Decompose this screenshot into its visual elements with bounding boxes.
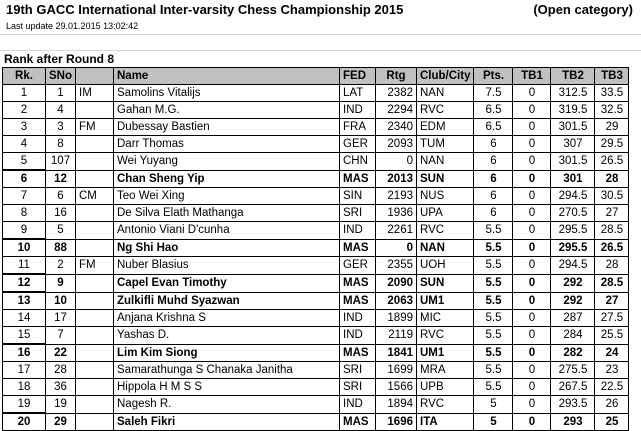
- cell-club[interactable]: RVC: [417, 327, 474, 345]
- table-row: [3, 327, 629, 345]
- cell-tb1[interactable]: 0: [513, 153, 551, 171]
- cell-name[interactable]: Dubessay Bastien: [114, 119, 340, 136]
- cell-club[interactable]: UOH: [417, 257, 474, 275]
- cell-tb2[interactable]: 294.5: [551, 257, 595, 275]
- cell-rank[interactable]: 15: [3, 327, 46, 345]
- cell-points[interactable]: 7.5: [474, 85, 513, 102]
- cell-title[interactable]: [76, 102, 114, 119]
- cell-points[interactable]: 6: [474, 188, 513, 205]
- cell-name[interactable]: Lim Kim Siong: [114, 344, 340, 362]
- cell-tb1[interactable]: 0: [513, 222, 551, 240]
- cell-rank[interactable]: 16: [3, 344, 46, 362]
- cell-name[interactable]: Ng Shi Hao: [114, 239, 340, 257]
- col-header-name[interactable]: Name: [114, 68, 340, 85]
- cell-sno[interactable]: 7: [46, 327, 76, 345]
- cell-club[interactable]: NAN: [417, 85, 474, 102]
- cell-tb1[interactable]: 0: [513, 102, 551, 119]
- cell-fed[interactable]: IND: [340, 327, 376, 345]
- table-row: [3, 153, 629, 171]
- cell-title[interactable]: FM: [76, 119, 114, 136]
- cell-tb1[interactable]: 0: [513, 310, 551, 327]
- col-header-sno[interactable]: SNo: [46, 68, 76, 85]
- cell-rating[interactable]: 2090: [376, 274, 417, 292]
- cell-title[interactable]: [76, 396, 114, 414]
- cell-club[interactable]: UPB: [417, 379, 474, 396]
- cell-rating[interactable]: 2355: [376, 257, 417, 275]
- table-row: [3, 205, 629, 222]
- cell-title[interactable]: [76, 362, 114, 379]
- table-row: [3, 85, 629, 102]
- cell-title[interactable]: [76, 327, 114, 345]
- cell-tb3[interactable]: 28: [595, 257, 629, 275]
- table-row: [3, 362, 629, 379]
- table-row: [3, 257, 629, 275]
- table-row: [3, 274, 629, 292]
- cell-fed[interactable]: MAS: [340, 292, 376, 310]
- cell-fed[interactable]: GER: [340, 257, 376, 275]
- category-label: (Open category): [533, 2, 633, 17]
- cell-points[interactable]: 6: [474, 153, 513, 171]
- cell-fed[interactable]: IND: [340, 310, 376, 327]
- cell-fed[interactable]: FRA: [340, 119, 376, 136]
- cell-tb2[interactable]: 292: [551, 292, 595, 310]
- cell-fed[interactable]: LAT: [340, 85, 376, 102]
- cell-club[interactable]: RVC: [417, 102, 474, 119]
- ranking-table: [2, 67, 629, 431]
- cell-sno[interactable]: 10: [46, 292, 76, 310]
- cell-tb3[interactable]: 28: [595, 170, 629, 188]
- cell-name[interactable]: Capel Evan Timothy: [114, 274, 340, 292]
- cell-points[interactable]: 5.5: [474, 239, 513, 257]
- col-header-tb1[interactable]: TB1: [513, 68, 551, 85]
- cell-tb3[interactable]: 29: [595, 119, 629, 136]
- cell-tb2[interactable]: 275.5: [551, 362, 595, 379]
- cell-fed[interactable]: SRI: [340, 379, 376, 396]
- cell-tb1[interactable]: 0: [513, 379, 551, 396]
- cell-rank[interactable]: 11: [3, 257, 46, 275]
- cell-fed[interactable]: MAS: [340, 413, 376, 431]
- cell-sno[interactable]: 107: [46, 153, 76, 171]
- cell-name[interactable]: Hippola H M S S: [114, 379, 340, 396]
- cell-title[interactable]: [76, 310, 114, 327]
- cell-fed[interactable]: MAS: [340, 239, 376, 257]
- cell-tb1[interactable]: 0: [513, 257, 551, 275]
- cell-rank[interactable]: 20: [3, 413, 46, 431]
- cell-sno[interactable]: 17: [46, 310, 76, 327]
- cell-points[interactable]: 6.5: [474, 102, 513, 119]
- sheet-gridline: [0, 34, 641, 35]
- cell-rank[interactable]: 8: [3, 205, 46, 222]
- cell-rating[interactable]: 2261: [376, 222, 417, 240]
- cell-tb1[interactable]: 0: [513, 119, 551, 136]
- cell-tb2[interactable]: 287: [551, 310, 595, 327]
- cell-name[interactable]: Saleh Fikri: [114, 413, 340, 431]
- cell-tb3[interactable]: 29.5: [595, 136, 629, 153]
- cell-points[interactable]: 5.5: [474, 362, 513, 379]
- cell-tb2[interactable]: 282: [551, 344, 595, 362]
- table-row: [3, 222, 629, 240]
- col-header-rank[interactable]: Rk.: [3, 68, 46, 85]
- cell-name[interactable]: Chan Sheng Yip: [114, 170, 340, 188]
- cell-club[interactable]: TUM: [417, 136, 474, 153]
- cell-rank[interactable]: 9: [3, 222, 46, 240]
- cell-name[interactable]: Wei Yuyang: [114, 153, 340, 171]
- cell-sno[interactable]: 88: [46, 239, 76, 257]
- cell-points[interactable]: 6: [474, 136, 513, 153]
- cell-sno[interactable]: 4: [46, 102, 76, 119]
- cell-fed[interactable]: SRI: [340, 362, 376, 379]
- table-row: [3, 170, 629, 188]
- col-header-title[interactable]: [76, 68, 114, 85]
- cell-points[interactable]: 5.5: [474, 310, 513, 327]
- col-header-club[interactable]: Club/City: [417, 68, 474, 85]
- cell-sno[interactable]: 9: [46, 274, 76, 292]
- col-header-tb2[interactable]: TB2: [551, 68, 595, 85]
- cell-name[interactable]: Gahan M.G.: [114, 102, 340, 119]
- cell-club[interactable]: MIC: [417, 310, 474, 327]
- cell-fed[interactable]: IND: [340, 222, 376, 240]
- cell-rating[interactable]: 1936: [376, 205, 417, 222]
- title-row: [0, 0, 641, 20]
- cell-tb3[interactable]: 32.5: [595, 102, 629, 119]
- cell-name[interactable]: Zulkifli Muhd Syazwan: [114, 292, 340, 310]
- cell-tb3[interactable]: 26.5: [595, 239, 629, 257]
- cell-sno[interactable]: 3: [46, 119, 76, 136]
- cell-tb2[interactable]: 267.5: [551, 379, 595, 396]
- cell-rating[interactable]: 2063: [376, 292, 417, 310]
- cell-name[interactable]: Teo Wei Xing: [114, 188, 340, 205]
- cell-rating[interactable]: 2119: [376, 327, 417, 345]
- cell-tb2[interactable]: 292: [551, 274, 595, 292]
- cell-fed[interactable]: IND: [340, 396, 376, 414]
- col-header-points[interactable]: Pts.: [474, 68, 513, 85]
- cell-sno[interactable]: 1: [46, 85, 76, 102]
- cell-rating[interactable]: 2294: [376, 102, 417, 119]
- cell-fed[interactable]: MAS: [340, 274, 376, 292]
- cell-points[interactable]: 5: [474, 396, 513, 414]
- cell-club[interactable]: EDM: [417, 119, 474, 136]
- cell-fed[interactable]: MAS: [340, 170, 376, 188]
- cell-points[interactable]: 6.5: [474, 119, 513, 136]
- last-update-text: Last update 29.01.2015 13:02:42: [6, 21, 139, 31]
- cell-tb1[interactable]: 0: [513, 362, 551, 379]
- table-row: [3, 188, 629, 205]
- cell-tb3[interactable]: 33.5: [595, 85, 629, 102]
- cell-fed[interactable]: SIN: [340, 188, 376, 205]
- cell-tb3[interactable]: 27.5: [595, 310, 629, 327]
- cell-tb2[interactable]: 307: [551, 136, 595, 153]
- cell-tb3[interactable]: 25: [595, 413, 629, 431]
- cell-points[interactable]: 5.5: [474, 274, 513, 292]
- cell-club[interactable]: NAN: [417, 153, 474, 171]
- cell-rating[interactable]: 1699: [376, 362, 417, 379]
- cell-club[interactable]: NAN: [417, 239, 474, 257]
- table-row: [3, 136, 629, 153]
- cell-rating[interactable]: 0: [376, 153, 417, 171]
- cell-name[interactable]: Samarathunga S Chanaka Janitha: [114, 362, 340, 379]
- cell-tb3[interactable]: 27: [595, 205, 629, 222]
- cell-tb2[interactable]: 270.5: [551, 205, 595, 222]
- cell-title[interactable]: FM: [76, 257, 114, 275]
- cell-name[interactable]: Nagesh R.: [114, 396, 340, 414]
- cell-sno[interactable]: 19: [46, 396, 76, 414]
- cell-tb3[interactable]: 27: [595, 292, 629, 310]
- cell-tb1[interactable]: 0: [513, 413, 551, 431]
- cell-fed[interactable]: CHN: [340, 153, 376, 171]
- col-header-fed[interactable]: FED: [340, 68, 376, 85]
- cell-rank[interactable]: 4: [3, 136, 46, 153]
- cell-rating[interactable]: 1899: [376, 310, 417, 327]
- cell-rating[interactable]: 2382: [376, 85, 417, 102]
- cell-rating[interactable]: 1566: [376, 379, 417, 396]
- cell-tb2[interactable]: 312.5: [551, 85, 595, 102]
- cell-title[interactable]: [76, 292, 114, 310]
- cell-title[interactable]: [76, 379, 114, 396]
- table-row: [3, 396, 629, 414]
- cell-club[interactable]: UM1: [417, 292, 474, 310]
- cell-club[interactable]: UM1: [417, 344, 474, 362]
- cell-title[interactable]: [76, 239, 114, 257]
- cell-title[interactable]: [76, 136, 114, 153]
- cell-rank[interactable]: 10: [3, 239, 46, 257]
- cell-rank[interactable]: 12: [3, 274, 46, 292]
- cell-tb3[interactable]: 24: [595, 344, 629, 362]
- cell-tb2[interactable]: 284: [551, 327, 595, 345]
- cell-tb3[interactable]: 28.5: [595, 222, 629, 240]
- cell-rating[interactable]: 2340: [376, 119, 417, 136]
- cell-tb1[interactable]: 0: [513, 327, 551, 345]
- table-row: [3, 379, 629, 396]
- cell-sno[interactable]: 29: [46, 413, 76, 431]
- cell-club[interactable]: UPA: [417, 205, 474, 222]
- cell-name[interactable]: Darr Thomas: [114, 136, 340, 153]
- table-row: [3, 102, 629, 119]
- cell-tb1[interactable]: 0: [513, 239, 551, 257]
- table-row: [3, 119, 629, 136]
- cell-rating[interactable]: 2093: [376, 136, 417, 153]
- cell-name[interactable]: Yashas D.: [114, 327, 340, 345]
- cell-sno[interactable]: 5: [46, 222, 76, 240]
- cell-rank[interactable]: 6: [3, 170, 46, 188]
- cell-fed[interactable]: SRI: [340, 205, 376, 222]
- cell-tb1[interactable]: 0: [513, 396, 551, 414]
- table-row: [3, 310, 629, 327]
- page-title: 19th GACC International Inter-varsity Chess Championship 2015: [6, 2, 404, 17]
- cell-tb3[interactable]: 28.5: [595, 274, 629, 292]
- cell-tb3[interactable]: 25.5: [595, 327, 629, 345]
- cell-rank[interactable]: 14: [3, 310, 46, 327]
- cell-points[interactable]: 5.5: [474, 292, 513, 310]
- cell-tb3[interactable]: 26.5: [595, 153, 629, 171]
- cell-sno[interactable]: 6: [46, 188, 76, 205]
- cell-name[interactable]: Anjana Krishna S: [114, 310, 340, 327]
- cell-rank[interactable]: 2: [3, 102, 46, 119]
- cell-tb3[interactable]: 30.5: [595, 188, 629, 205]
- cell-club[interactable]: SUN: [417, 170, 474, 188]
- cell-points[interactable]: 5.5: [474, 379, 513, 396]
- cell-sno[interactable]: 36: [46, 379, 76, 396]
- cell-points[interactable]: 5.5: [474, 344, 513, 362]
- cell-tb1[interactable]: 0: [513, 205, 551, 222]
- cell-tb2[interactable]: 295.5: [551, 239, 595, 257]
- cell-points[interactable]: 5.5: [474, 222, 513, 240]
- cell-tb1[interactable]: 0: [513, 292, 551, 310]
- cell-tb1[interactable]: 0: [513, 344, 551, 362]
- cell-rank[interactable]: 3: [3, 119, 46, 136]
- cell-title[interactable]: CM: [76, 188, 114, 205]
- cell-title[interactable]: [76, 153, 114, 171]
- cell-tb3[interactable]: 22.5: [595, 379, 629, 396]
- cell-tb3[interactable]: 26: [595, 396, 629, 414]
- cell-title[interactable]: [76, 274, 114, 292]
- cell-points[interactable]: 5: [474, 413, 513, 431]
- cell-tb2[interactable]: 293.5: [551, 396, 595, 414]
- cell-sno[interactable]: 12: [46, 170, 76, 188]
- cell-club[interactable]: MRA: [417, 362, 474, 379]
- cell-rank[interactable]: 1: [3, 85, 46, 102]
- table-row: [3, 292, 629, 310]
- cell-club[interactable]: RVC: [417, 396, 474, 414]
- cell-rating[interactable]: 2193: [376, 188, 417, 205]
- cell-rating[interactable]: 1894: [376, 396, 417, 414]
- table-header-row: [3, 68, 629, 85]
- cell-tb2[interactable]: 301: [551, 170, 595, 188]
- cell-rank[interactable]: 19: [3, 396, 46, 414]
- cell-title[interactable]: [76, 170, 114, 188]
- cell-fed[interactable]: MAS: [340, 344, 376, 362]
- table-row: [3, 239, 629, 257]
- cell-title[interactable]: IM: [76, 85, 114, 102]
- col-header-rating[interactable]: Rtg: [376, 68, 417, 85]
- cell-rating[interactable]: 2013: [376, 170, 417, 188]
- cell-rating[interactable]: 0: [376, 239, 417, 257]
- cell-rating[interactable]: 1696: [376, 413, 417, 431]
- cell-points[interactable]: 5.5: [474, 257, 513, 275]
- cell-tb1[interactable]: 0: [513, 170, 551, 188]
- cell-tb2[interactable]: 319.5: [551, 102, 595, 119]
- col-header-tb3[interactable]: TB3: [595, 68, 629, 85]
- cell-club[interactable]: SUN: [417, 274, 474, 292]
- cell-sno[interactable]: 28: [46, 362, 76, 379]
- cell-tb2[interactable]: 301.5: [551, 153, 595, 171]
- cell-rank[interactable]: 7: [3, 188, 46, 205]
- round-label: Rank after Round 8: [4, 52, 115, 66]
- cell-points[interactable]: 6: [474, 170, 513, 188]
- cell-club[interactable]: ITA: [417, 413, 474, 431]
- cell-rank[interactable]: 17: [3, 362, 46, 379]
- table-row: [3, 344, 629, 362]
- cell-tb2[interactable]: 293: [551, 413, 595, 431]
- cell-tb3[interactable]: 23: [595, 362, 629, 379]
- cell-club[interactable]: NUS: [417, 188, 474, 205]
- sheet-gridline: [0, 50, 641, 51]
- cell-rank[interactable]: 18: [3, 379, 46, 396]
- cell-fed[interactable]: IND: [340, 102, 376, 119]
- cell-tb1[interactable]: 0: [513, 274, 551, 292]
- cell-tb1[interactable]: 0: [513, 136, 551, 153]
- cell-rating[interactable]: 1841: [376, 344, 417, 362]
- cell-sno[interactable]: 8: [46, 136, 76, 153]
- cell-sno[interactable]: 22: [46, 344, 76, 362]
- cell-tb2[interactable]: 295.5: [551, 222, 595, 240]
- cell-tb2[interactable]: 294.5: [551, 188, 595, 205]
- cell-name[interactable]: Nuber Blasius: [114, 257, 340, 275]
- cell-title[interactable]: [76, 344, 114, 362]
- cell-name[interactable]: De Silva Elath Mathanga: [114, 205, 340, 222]
- cell-points[interactable]: 5.5: [474, 327, 513, 345]
- cell-name[interactable]: Samolins Vitalijs: [114, 85, 340, 102]
- cell-name[interactable]: Antonio Viani D'cunha: [114, 222, 340, 240]
- cell-rank[interactable]: 5: [3, 153, 46, 171]
- cell-fed[interactable]: GER: [340, 136, 376, 153]
- cell-title[interactable]: [76, 222, 114, 240]
- cell-title[interactable]: [76, 205, 114, 222]
- cell-club[interactable]: RVC: [417, 222, 474, 240]
- cell-rank[interactable]: 13: [3, 292, 46, 310]
- cell-sno[interactable]: 16: [46, 205, 76, 222]
- cell-points[interactable]: 6: [474, 205, 513, 222]
- cell-sno[interactable]: 2: [46, 257, 76, 275]
- cell-tb1[interactable]: 0: [513, 85, 551, 102]
- cell-tb2[interactable]: 301.5: [551, 119, 595, 136]
- cell-tb1[interactable]: 0: [513, 188, 551, 205]
